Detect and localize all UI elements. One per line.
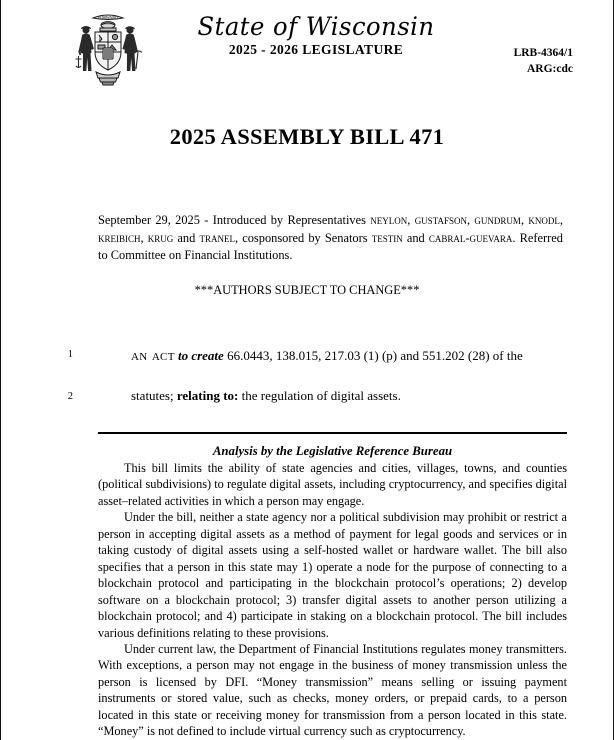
cosponsor-lead: , cosponsored by Senators <box>234 230 372 245</box>
statute-citations: 66.0443, 138.015, 217.03 (1) (p) and 551.202 (28) of the <box>223 347 523 363</box>
analysis-paragraph: Under current law, the Department of Financial Institutions regulates money transmitters. With exceptions, a person may not engage in the business of money transmission unless the person is licensed by DFI. “Money transmission” means selling or issuing payment instruments or stored value, such as checks, money orders, or prepaid cards, to a person located in this state or receiving money for transmission from a person located in this state. “Money” is not defined to include virtual currency such as cryptocurrency. <box>98 641 567 739</box>
enacting-clause <box>1 344 613 408</box>
document-reference <box>514 46 573 77</box>
act-line-2 <box>1 386 613 408</box>
wisconsin-coat-of-arms-icon <box>69 8 147 88</box>
referral-text: . Referred to Committee on Financial Institutions. <box>98 230 563 263</box>
section-divider <box>98 432 567 434</box>
analysis-heading: Analysis by the Legislative Reference Bureau <box>212 443 453 458</box>
relating-to-label: relating to: <box>176 387 239 403</box>
line-number: 1 <box>67 348 73 360</box>
act-line-1 <box>1 344 613 368</box>
rep-kreibich: kreibich <box>98 230 141 245</box>
sep: , <box>520 213 529 227</box>
sep: and <box>173 230 200 245</box>
analysis-paragraph: This bill limits the ability of state agencies and cities, villages, towns, and counties (political subdivisions) to regulate digital assets, including cryptocurrency, and specifies digital asset–related activities in which a person may engage. <box>98 460 567 508</box>
legislature-session: 2025 - 2026 LEGISLATURE <box>228 42 404 58</box>
statutes-word: statutes; <box>131 387 177 403</box>
rep-gundrum: gundrum <box>474 213 521 227</box>
sen-cabral-guevara: cabral-guevara <box>428 230 513 245</box>
page-title: 2025 ASSEMBLY BILL 471 <box>169 124 445 149</box>
analysis-paragraph: Under the bill, neither a state agency nor a political subdivision may prohibit or restrict a person in accepting digital assets as a method of payment for legal goods and services or in taking custody of digital assets using a self-hosted wallet or hardware wallet. The bill also specifies that a person in this state may 1) operate a node for the purpose of connecting to a blockchain protocol and participating in the blockchain protocol’s operations; 2) develop software on a blockchain protocol; 3) transfer digital assets to another person utilizing a blockchain protocol; and 4) participate in staking on a blockchain protocol. The bill includes various definitions relating to these provisions. <box>98 510 567 640</box>
lrb-number: LRB-4364/1 <box>513 47 573 59</box>
sep: , <box>466 213 475 227</box>
authors-subject-to-change-note: ***AUTHORS SUBJECT TO CHANGE*** <box>194 282 420 297</box>
sep: , <box>407 213 415 227</box>
rep-gustafson: gustafson <box>414 213 467 227</box>
an-act-lead <box>131 347 175 364</box>
bill-subject: the regulation of digital assets. <box>238 387 401 403</box>
sep: , <box>559 213 563 227</box>
intro-prefix: September 29, 2025 - Introduced by Representatives <box>98 213 371 227</box>
sep: and <box>402 230 429 245</box>
rep-knodl: knodl <box>528 213 560 227</box>
introduction-block <box>98 212 563 265</box>
act-word: act <box>151 346 175 364</box>
sep: , <box>140 230 148 245</box>
rep-tranel: tranel <box>199 230 235 245</box>
masthead-center <box>151 14 481 58</box>
an-word: an <box>131 346 148 364</box>
rep-krug: krug <box>147 230 174 245</box>
line-number: 2 <box>67 390 73 402</box>
sen-testin: testin <box>371 230 403 245</box>
svg-text:FORWARD: FORWARD <box>97 15 119 20</box>
state-name: State of Wisconsin <box>197 12 435 41</box>
masthead <box>1 0 613 96</box>
to-create-phrase: to create <box>177 347 224 363</box>
analysis-section <box>98 444 567 740</box>
rep-neylon: neylon <box>370 213 408 227</box>
drafter-code: ARG:cdc <box>527 62 573 75</box>
